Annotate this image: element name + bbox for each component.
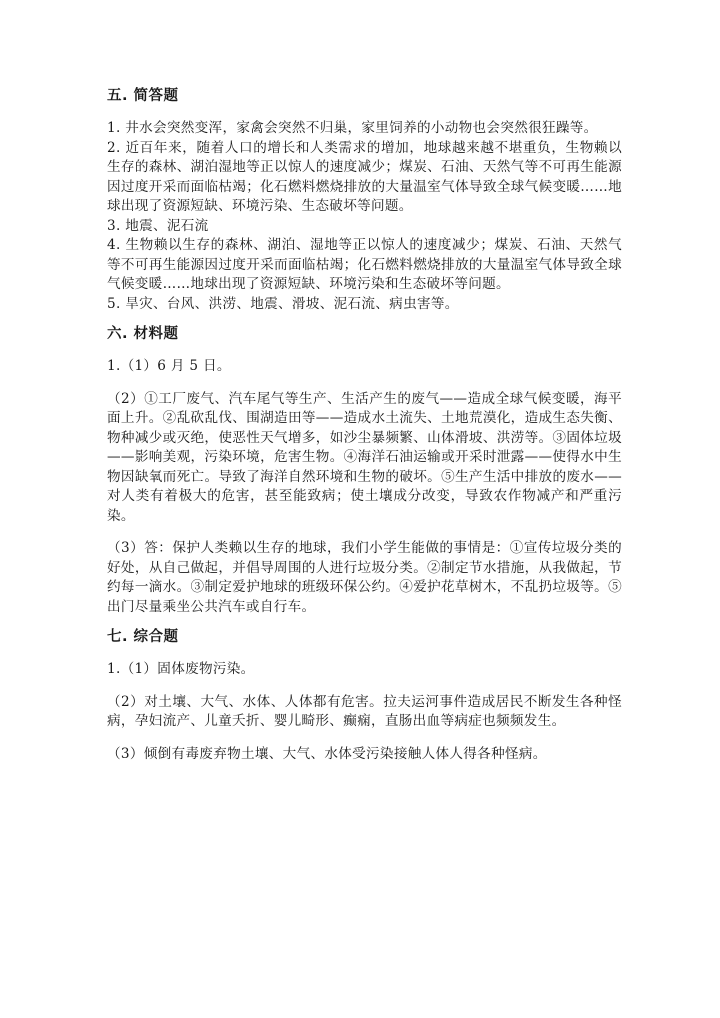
- answer-document: [107, 78, 622, 764]
- material-item-3: （3）答：保护人类赖以生存的地球，我们小学生能做的事情是：①宣传垃圾分类的好处，从自己做起，并倡导周围的人进行垃圾分类。②制定节水措施，从我做起，节约每一滴水。③制定爱护地球的班级环保公约。④爱护花草树木，不乱扔垃圾等。⑤出门尽量乘坐公共汽车或自行车。: [107, 540, 622, 615]
- section-heading-short-answer: 五. 简答题: [107, 88, 179, 104]
- material-item-1: 1.（1）6 月 5 日。: [107, 358, 231, 374]
- comprehensive-item-1: 1.（1）固体废物污染。: [107, 661, 255, 677]
- short-answer-item-2: 2. 近百年来，随着人口的增长和人类需求的增加，地球越来越不堪重负，生物赖以生存的森林、湖泊湿地等正以惊人的速度减少；煤炭、石油、天然气等不可再生能源因过度开采而面临枯竭；化石燃料燃烧排放的大量温室气体导致全球气候变暖……地球出现了资源短缺、环境污染、生态破坏等问题。: [107, 139, 622, 214]
- material-item-2: （2）①工厂废气、汽车尾气等生产、生活产生的废气——造成全球气候变暖，海平面上升。②乱砍乱伐、围湖造田等——造成水土流失、土地荒漠化，造成生态失衡、物种减少或灭绝，使恶性天气增多，如沙尘暴频繁、山体滑坡、洪涝等。③固体垃圾——影响美观，污染环境，危害生物。④海洋石油运输或开采时泄露——使得水中生物因缺氧而死亡。导致了海洋自然环境和生物的破坏。⑤生产生活中排放的废水——对人类有着极大的危害，甚至能致病；使土壤成分改变，导致农作物减产和严重污染。: [107, 390, 622, 524]
- comprehensive-item-2: （2）对土壤、大气、水体、人体都有危害。拉夫运河事件造成居民不断发生各种怪病，孕妇流产、儿童夭折、婴儿畸形、癫痫，直肠出血等病症也频频发生。: [107, 693, 622, 729]
- section-heading-material: 六. 材料题: [107, 326, 179, 342]
- section-heading-comprehensive: 七. 综合题: [107, 629, 179, 645]
- short-answer-item-4: 4. 生物赖以生存的森林、湖泊、湿地等正以惊人的速度减少；煤炭、石油、天然气等不可再生能源因过度开采而面临枯竭；化石燃料燃烧排放的大量温室气体导致全球气候变暖……地球出现了资源短缺、环境污染和生态破坏等问题。: [107, 237, 622, 292]
- short-answer-item-1: 1. 井水会突然变浑，家禽会突然不归巢，家里饲养的小动物也会突然很狂躁等。: [107, 120, 598, 136]
- comprehensive-item-3: （3）倾倒有毒废弃物土壤、大气、水体受污染接触人体人得各种怪病。: [107, 745, 547, 762]
- short-answer-item-5: 5. 旱灾、台风、洪涝、地震、滑坡、泥石流、病虫害等。: [107, 295, 459, 312]
- short-answer-item-3: 3. 地震、泥石流: [107, 217, 209, 234]
